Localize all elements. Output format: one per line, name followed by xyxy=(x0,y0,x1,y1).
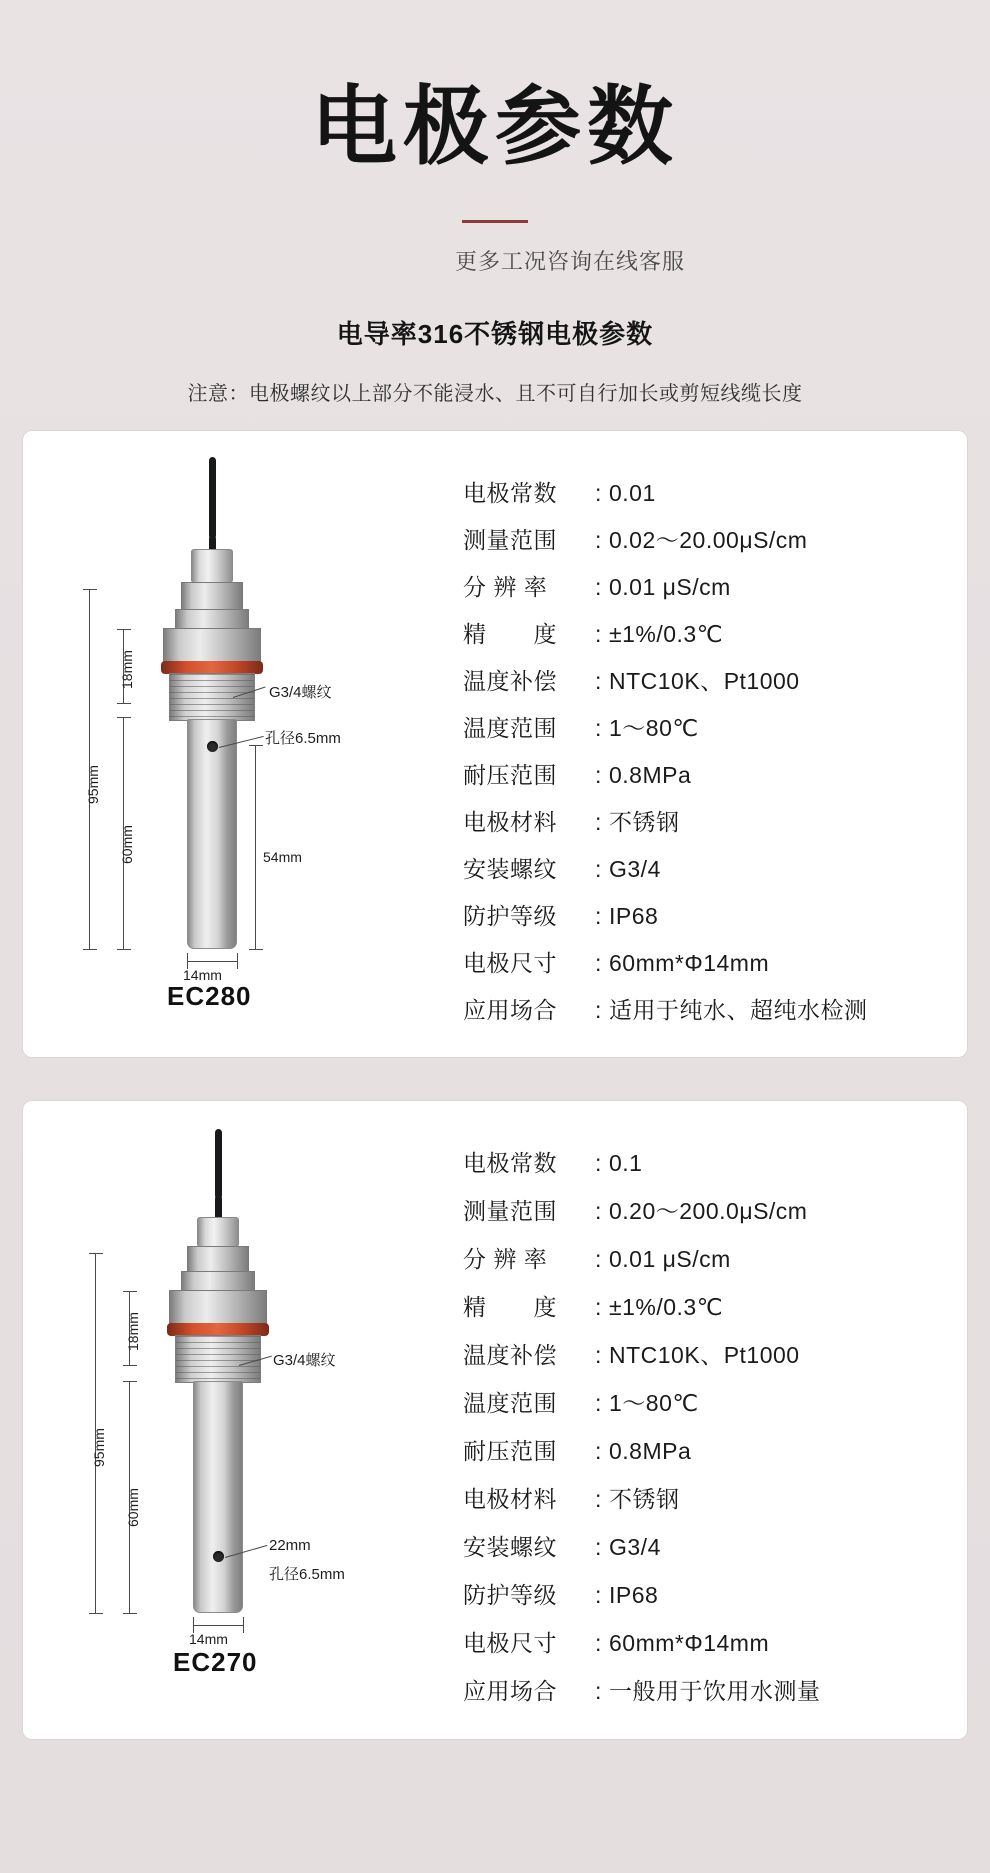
spec-label: 温度范围 xyxy=(463,1390,557,1417)
spec-colon: : xyxy=(595,809,602,836)
dim-95mm-tick-top xyxy=(89,1253,103,1254)
product-card-ec270 xyxy=(22,1100,968,1740)
spec-colon: : xyxy=(595,950,602,977)
spec-row xyxy=(463,1481,957,1514)
spec-value: 0.02～20.00μS/cm xyxy=(609,527,808,554)
spec-row xyxy=(463,616,957,649)
spec-label: 防护等级 xyxy=(463,903,557,930)
spec-row xyxy=(463,475,957,508)
dim-22mm-text: 22mm xyxy=(269,1537,311,1555)
spec-label: 防护等级 xyxy=(463,1582,557,1609)
spec-row xyxy=(463,1529,957,1562)
dim-60mm-tick-top xyxy=(123,1381,137,1382)
spec-value: 0.1 xyxy=(609,1150,643,1177)
product-card-ec280 xyxy=(22,430,968,1058)
dim-14mm-text: 14mm xyxy=(189,1631,228,1648)
spec-value: 1～80℃ xyxy=(609,1390,699,1417)
spec-list-ec280 xyxy=(453,449,957,1039)
spec-colon: : xyxy=(595,997,602,1024)
spec-value: 1～80℃ xyxy=(609,715,699,742)
spec-label: 耐压范围 xyxy=(463,1438,557,1465)
spec-row xyxy=(463,1577,957,1610)
electrode-shaft-icon xyxy=(193,1381,243,1613)
spec-value: 60mm*Φ14mm xyxy=(609,1630,770,1657)
spec-value: G3/4 xyxy=(609,856,661,883)
spec-value: G3/4 xyxy=(609,1534,661,1561)
spec-label: 应用场合 xyxy=(463,997,557,1024)
spec-row xyxy=(463,569,957,602)
spec-row xyxy=(463,851,957,884)
spec-value: 0.8MPa xyxy=(609,762,692,789)
spec-value: 0.01 μS/cm xyxy=(609,1246,731,1273)
spec-colon: : xyxy=(595,903,602,930)
dim-54mm-tick-bottom xyxy=(249,949,263,950)
spec-colon: : xyxy=(595,715,602,742)
spec-value: NTC10K、Pt1000 xyxy=(609,1342,800,1369)
spec-list-ec270 xyxy=(453,1119,957,1721)
spec-colon: : xyxy=(595,1534,602,1561)
hex-nut-upper-icon xyxy=(187,1246,249,1272)
spec-colon: : xyxy=(595,762,602,789)
spec-row xyxy=(463,1145,957,1178)
spec-colon: : xyxy=(595,574,602,601)
dim-18mm-text: 18mm xyxy=(125,1312,141,1352)
spec-value: IP68 xyxy=(609,1582,659,1609)
hex-nut-mid-icon xyxy=(181,1271,255,1291)
spec-value: 适用于纯水、超纯水检测 xyxy=(609,997,868,1024)
cable-icon xyxy=(215,1129,222,1199)
spec-label: 安装螺纹 xyxy=(463,1534,557,1561)
dim-95mm-tick-bottom xyxy=(89,1613,103,1614)
hole-callout-text: 孔径6.5mm xyxy=(265,730,341,748)
spec-label: 电极常数 xyxy=(463,1150,557,1177)
hex-nut-mid-icon xyxy=(175,609,249,629)
spec-label: 电极尺寸 xyxy=(463,950,557,977)
cable-icon xyxy=(209,457,216,539)
dim-14mm-tick-right xyxy=(243,1617,244,1633)
dim-18mm-tick-bottom xyxy=(117,703,131,704)
thread-section-icon xyxy=(175,1335,261,1383)
dim-54mm-text: 54mm xyxy=(263,849,302,866)
warning-note: 注意：电极螺纹以上部分不能浸水、且不可自行加长或剪短线缆长度 xyxy=(187,383,803,406)
dim-18mm-tick-top xyxy=(117,629,131,630)
dim-14mm-line xyxy=(193,1625,243,1626)
spec-value: IP68 xyxy=(609,903,659,930)
spec-value: NTC10K、Pt1000 xyxy=(609,668,800,695)
spec-colon: : xyxy=(595,1582,602,1609)
spec-label: 温度补偿 xyxy=(463,668,557,695)
spec-label: 耐压范围 xyxy=(463,762,557,789)
hex-nut-upper-icon xyxy=(181,582,243,610)
model-label-ec280: EC280 xyxy=(167,981,252,1012)
figure-ec280 xyxy=(33,449,453,1039)
dim-60mm-text: 60mm xyxy=(119,825,135,865)
spec-label: 测量范围 xyxy=(463,1198,557,1225)
dim-18mm-text: 18mm xyxy=(119,650,135,690)
spec-label: 分 辨 率 xyxy=(463,574,548,601)
spec-value: 0.20～200.0μS/cm xyxy=(609,1198,808,1225)
dim-18mm-tick-top xyxy=(123,1291,137,1292)
spec-row xyxy=(463,1289,957,1322)
hex-nut-main-icon xyxy=(169,1290,267,1324)
spec-colon: : xyxy=(595,1342,602,1369)
title-divider-wrap xyxy=(0,220,990,223)
spec-colon: : xyxy=(595,1678,602,1705)
spec-row xyxy=(463,1625,957,1658)
spec-row xyxy=(463,710,957,743)
spec-row xyxy=(463,1337,957,1370)
spec-colon: : xyxy=(595,856,602,883)
spec-colon: : xyxy=(595,668,602,695)
cable-gland-icon xyxy=(197,1217,239,1247)
model-label-ec270: EC270 xyxy=(173,1647,258,1678)
spec-row xyxy=(463,1433,957,1466)
spec-colon: : xyxy=(595,1150,602,1177)
dim-95mm-text: 95mm xyxy=(85,765,101,805)
dim-14mm-line xyxy=(187,961,237,962)
spec-colon: : xyxy=(595,527,602,554)
spec-label: 电极常数 xyxy=(463,480,557,507)
spec-label: 电极材料 xyxy=(463,809,557,836)
spec-row xyxy=(463,945,957,978)
dim-60mm-tick-bottom xyxy=(123,1613,137,1614)
title-divider xyxy=(462,220,528,223)
spec-label: 温度补偿 xyxy=(463,1342,557,1369)
spec-label: 精 度 xyxy=(463,621,557,648)
spec-value: 0.01 xyxy=(609,480,656,507)
dim-60mm-text: 60mm xyxy=(125,1488,141,1528)
spec-row xyxy=(463,1193,957,1226)
dim-60mm-tick-bottom xyxy=(117,949,131,950)
dim-95mm-tick-top xyxy=(83,589,97,590)
spec-row xyxy=(463,804,957,837)
page-title: 电极参数 xyxy=(311,77,679,177)
spec-row xyxy=(463,1673,957,1706)
dim-60mm-tick-top xyxy=(117,717,131,718)
electrode-shaft-icon xyxy=(187,719,237,949)
spec-row xyxy=(463,522,957,555)
spec-value: 不锈钢 xyxy=(609,1486,680,1513)
dim-14mm-tick-right xyxy=(237,953,238,969)
spec-colon: : xyxy=(595,480,602,507)
spec-label: 电极尺寸 xyxy=(463,1630,557,1657)
spec-label: 安装螺纹 xyxy=(463,856,557,883)
spec-row xyxy=(463,1385,957,1418)
thread-callout-text: G3/4螺纹 xyxy=(269,684,332,702)
spec-colon: : xyxy=(595,1438,602,1465)
spec-row xyxy=(463,992,957,1025)
spec-label: 温度范围 xyxy=(463,715,557,742)
spec-row xyxy=(463,1241,957,1274)
dim-95mm-tick-bottom xyxy=(83,949,97,950)
spec-colon: : xyxy=(595,1198,602,1225)
spec-colon: : xyxy=(595,1486,602,1513)
spec-value: 一般用于饮用水测量 xyxy=(609,1678,821,1705)
cable-gland-icon xyxy=(191,549,233,583)
spec-label: 精 度 xyxy=(463,1294,557,1321)
spec-row xyxy=(463,757,957,790)
thread-section-icon xyxy=(169,673,255,721)
spec-label: 分 辨 率 xyxy=(463,1246,548,1273)
dim-54mm-tick-top xyxy=(249,745,263,746)
spec-colon: : xyxy=(595,1246,602,1273)
spec-colon: : xyxy=(595,621,602,648)
spec-value: 0.01 μS/cm xyxy=(609,574,731,601)
dim-95mm-text: 95mm xyxy=(91,1428,107,1468)
dim-54mm-line xyxy=(255,745,256,949)
spec-row xyxy=(463,663,957,696)
spec-value: 不锈钢 xyxy=(609,809,680,836)
dim-18mm-tick-bottom xyxy=(123,1365,137,1366)
hex-nut-main-icon xyxy=(163,628,261,662)
spec-colon: : xyxy=(595,1294,602,1321)
spec-row xyxy=(463,898,957,931)
spec-value: 0.8MPa xyxy=(609,1438,692,1465)
spec-value: 60mm*Φ14mm xyxy=(609,950,770,977)
hole-callout-text: 孔径6.5mm xyxy=(269,1566,345,1584)
spec-label: 测量范围 xyxy=(463,527,557,554)
spec-colon: : xyxy=(595,1630,602,1657)
spec-label: 应用场合 xyxy=(463,1678,557,1705)
dim-14mm-text: 14mm xyxy=(183,967,222,984)
service-note: 更多工况咨询在线客服 xyxy=(454,249,685,275)
spec-value: ±1%/0.3℃ xyxy=(609,621,724,648)
section-title: 电导率316不锈钢电极参数 xyxy=(336,319,654,350)
spec-value: ±1%/0.3℃ xyxy=(609,1294,724,1321)
spec-label: 电极材料 xyxy=(463,1486,557,1513)
thread-callout-text: G3/4螺纹 xyxy=(273,1352,336,1370)
spec-colon: : xyxy=(595,1390,602,1417)
figure-ec270 xyxy=(33,1119,453,1721)
